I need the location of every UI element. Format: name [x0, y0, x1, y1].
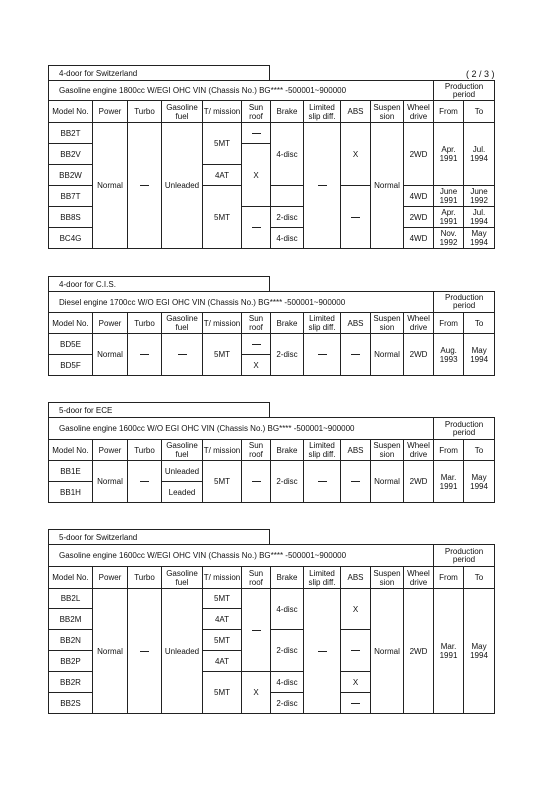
- transmission-cell: 5MT: [203, 672, 242, 714]
- dash-mark: [252, 630, 261, 631]
- dash-mark: [252, 227, 261, 228]
- dash-mark: [318, 354, 327, 355]
- transmission-cell: 5MT: [203, 461, 242, 503]
- abs-cell: [341, 461, 371, 503]
- col-wheel-drive: Wheel drive: [404, 440, 434, 461]
- col-limited-slip: Limited slip diff.: [304, 101, 341, 123]
- page-number: ( 2 / 3 ): [466, 69, 495, 79]
- model-cell: BB2R: [49, 672, 93, 693]
- col-fuel: Gasoline fuel: [162, 101, 203, 123]
- engine-spec: Gasoline engine 1600cc W/O EGI OHC VIN (Chassis No.) BG**** -500001~900000: [49, 418, 434, 440]
- power-cell: Normal: [93, 334, 128, 376]
- drive-cell: 2WD: [404, 461, 434, 503]
- to-cell: June 1992: [464, 186, 495, 207]
- col-turbo: Turbo: [128, 567, 162, 589]
- col-wheel-drive: Wheel drive: [404, 313, 434, 334]
- col-sun-roof: Sun roof: [242, 567, 271, 589]
- col-sun-roof: Sun roof: [242, 440, 271, 461]
- dash-mark: [351, 354, 360, 355]
- suspension-cell: Normal: [371, 589, 404, 714]
- abs-cell: [341, 630, 371, 672]
- col-to: To: [464, 567, 495, 589]
- brake-cell: [271, 186, 304, 207]
- sunroof-cell: X: [242, 144, 271, 207]
- production-period-header: Production period: [434, 418, 495, 440]
- col-brake: Brake: [271, 101, 304, 123]
- col-suspension: Suspen sion: [371, 313, 404, 334]
- dash-mark: [318, 481, 327, 482]
- drive-cell: 2WD: [404, 207, 434, 228]
- dash-mark: [252, 481, 261, 482]
- abs-cell: [341, 693, 371, 714]
- brake-cell: 2-disc: [271, 207, 304, 228]
- col-sun-roof: Sun roof: [242, 313, 271, 334]
- limited-slip-cell: [304, 334, 341, 376]
- col-abs: ABS: [341, 101, 371, 123]
- from-cell: Aug. 1993: [434, 334, 464, 376]
- to-cell: May 1994: [464, 589, 495, 714]
- dash-mark: [252, 344, 261, 345]
- col-wheel-drive: Wheel drive: [404, 101, 434, 123]
- suspension-cell: Normal: [371, 461, 404, 503]
- model-cell: BB2N: [49, 630, 93, 651]
- brake-cell: 4-disc: [271, 123, 304, 186]
- suspension-cell: Normal: [371, 123, 404, 249]
- model-cell: BB2T: [49, 123, 93, 144]
- fuel-cell: Unleaded: [162, 123, 203, 249]
- col-suspension: Suspen sion: [371, 101, 404, 123]
- brake-cell: 4-disc: [271, 589, 304, 630]
- transmission-cell: 4AT: [203, 651, 242, 672]
- production-period-header: Production period: [434, 545, 495, 567]
- model-cell: BB8S: [49, 207, 93, 228]
- production-period-header: Production period: [434, 81, 495, 101]
- model-cell: BB2M: [49, 609, 93, 630]
- from-cell: Mar. 1991: [434, 461, 464, 503]
- dash-mark: [140, 651, 149, 652]
- production-period-header: Production period: [434, 292, 495, 313]
- model-cell: BB2S: [49, 693, 93, 714]
- dash-mark: [318, 651, 327, 652]
- model-cell: BD5F: [49, 355, 93, 376]
- dash-mark: [351, 650, 360, 651]
- limited-slip-cell: [304, 123, 341, 249]
- drive-cell: 2WD: [404, 334, 434, 376]
- col-model-no: Model No.: [49, 440, 93, 461]
- col-limited-slip: Limited slip diff.: [304, 313, 341, 334]
- suspension-cell: Normal: [371, 334, 404, 376]
- col-turbo: Turbo: [128, 440, 162, 461]
- col-suspension: Suspen sion: [371, 440, 404, 461]
- col-to: To: [464, 440, 495, 461]
- model-cell: BB2W: [49, 165, 93, 186]
- limited-slip-cell: [304, 589, 341, 714]
- col-power: Power: [93, 567, 128, 589]
- drive-cell: 4WD: [404, 186, 434, 207]
- transmission-cell: 4AT: [203, 609, 242, 630]
- col-from: From: [434, 567, 464, 589]
- col-to: To: [464, 313, 495, 334]
- transmission-cell: 5MT: [203, 186, 242, 249]
- dash-mark: [351, 481, 360, 482]
- to-cell: May 1994: [464, 334, 495, 376]
- from-cell: June 1991: [434, 186, 464, 207]
- model-cell: BD5E: [49, 334, 93, 355]
- model-cell: BB2P: [49, 651, 93, 672]
- col-wheel-drive: Wheel drive: [404, 567, 434, 589]
- from-cell: Apr. 1991: [434, 207, 464, 228]
- to-cell: Jul. 1994: [464, 123, 495, 186]
- col-turbo: Turbo: [128, 101, 162, 123]
- dash-mark: [178, 354, 187, 355]
- col-from: From: [434, 101, 464, 123]
- from-cell: Nov. 1992: [434, 228, 464, 249]
- sunroof-cell: [242, 207, 271, 249]
- col-to: To: [464, 101, 495, 123]
- section-title: 4-door for C.I.S.: [48, 276, 270, 291]
- power-cell: Normal: [93, 123, 128, 249]
- to-cell: May 1994: [464, 461, 495, 503]
- col-model-no: Model No.: [49, 567, 93, 589]
- sunroof-cell: X: [242, 355, 271, 376]
- col-power: Power: [93, 440, 128, 461]
- turbo-cell: [128, 589, 162, 714]
- spec-table: [48, 291, 495, 376]
- engine-spec: Gasoline engine 1600cc W/EGI OHC VIN (Chassis No.) BG**** -500001~900000: [49, 545, 434, 567]
- from-cell: Apr. 1991: [434, 123, 464, 186]
- model-cell: BB2V: [49, 144, 93, 165]
- limited-slip-cell: [304, 461, 341, 503]
- transmission-cell: 5MT: [203, 123, 242, 165]
- model-cell: BC4G: [49, 228, 93, 249]
- col-fuel: Gasoline fuel: [162, 567, 203, 589]
- spec-table: [48, 417, 495, 503]
- to-cell: May 1994: [464, 228, 495, 249]
- dash-mark: [140, 481, 149, 482]
- model-cell: BB7T: [49, 186, 93, 207]
- sunroof-cell: [242, 334, 271, 355]
- col-abs: ABS: [341, 440, 371, 461]
- turbo-cell: [128, 123, 162, 249]
- col-limited-slip: Limited slip diff.: [304, 567, 341, 589]
- col-transmission: T/ mission: [203, 440, 242, 461]
- col-power: Power: [93, 313, 128, 334]
- fuel-cell: Unleaded: [162, 461, 203, 482]
- power-cell: Normal: [93, 461, 128, 503]
- abs-cell: [341, 186, 371, 249]
- col-turbo: Turbo: [128, 313, 162, 334]
- dash-mark: [318, 185, 327, 186]
- dash-mark: [140, 185, 149, 186]
- model-cell: BB2L: [49, 589, 93, 609]
- col-from: From: [434, 313, 464, 334]
- sunroof-cell: [242, 461, 271, 503]
- fuel-cell: Leaded: [162, 482, 203, 503]
- col-from: From: [434, 440, 464, 461]
- engine-spec: Gasoline engine 1800cc W/EGI OHC VIN (Chassis No.) BG**** -500001~900000: [49, 81, 434, 101]
- model-cell: BB1E: [49, 461, 93, 482]
- spec-table: [48, 80, 495, 249]
- col-fuel: Gasoline fuel: [162, 440, 203, 461]
- sunroof-cell: X: [242, 672, 271, 714]
- dash-mark: [140, 354, 149, 355]
- model-cell: BB1H: [49, 482, 93, 503]
- to-cell: Jul. 1994: [464, 207, 495, 228]
- col-transmission: T/ mission: [203, 313, 242, 334]
- transmission-cell: 5MT: [203, 334, 242, 376]
- col-power: Power: [93, 101, 128, 123]
- transmission-cell: 5MT: [203, 589, 242, 609]
- col-abs: ABS: [341, 313, 371, 334]
- col-suspension: Suspen sion: [371, 567, 404, 589]
- brake-cell: 4-disc: [271, 672, 304, 693]
- col-fuel: Gasoline fuel: [162, 313, 203, 334]
- brake-cell: 2-disc: [271, 693, 304, 714]
- sunroof-cell: [242, 589, 271, 672]
- abs-cell: X: [341, 589, 371, 630]
- col-abs: ABS: [341, 567, 371, 589]
- col-transmission: T/ mission: [203, 567, 242, 589]
- section-title: 5-door for Switzerland: [48, 529, 270, 544]
- fuel-cell: [162, 334, 203, 376]
- abs-cell: X: [341, 672, 371, 693]
- col-model-no: Model No.: [49, 313, 93, 334]
- col-brake: Brake: [271, 313, 304, 334]
- col-brake: Brake: [271, 567, 304, 589]
- section-title: 4-door for Switzerland: [48, 65, 270, 80]
- abs-cell: [341, 334, 371, 376]
- col-model-no: Model No.: [49, 101, 93, 123]
- turbo-cell: [128, 334, 162, 376]
- fuel-cell: Unleaded: [162, 589, 203, 714]
- abs-cell: X: [341, 123, 371, 186]
- col-brake: Brake: [271, 440, 304, 461]
- from-cell: Mar. 1991: [434, 589, 464, 714]
- power-cell: Normal: [93, 589, 128, 714]
- drive-cell: 2WD: [404, 589, 434, 714]
- brake-cell: 2-disc: [271, 461, 304, 503]
- dash-mark: [351, 217, 360, 218]
- transmission-cell: 5MT: [203, 630, 242, 651]
- brake-cell: 2-disc: [271, 630, 304, 672]
- spec-table: [48, 544, 495, 714]
- transmission-cell: 4AT: [203, 165, 242, 186]
- col-limited-slip: Limited slip diff.: [304, 440, 341, 461]
- brake-cell: 4-disc: [271, 228, 304, 249]
- turbo-cell: [128, 461, 162, 503]
- sunroof-cell: [242, 123, 271, 144]
- drive-cell: 4WD: [404, 228, 434, 249]
- col-transmission: T/ mission: [203, 101, 242, 123]
- drive-cell: 2WD: [404, 123, 434, 186]
- dash-mark: [351, 703, 360, 704]
- section-title: 5-door for ECE: [48, 402, 270, 417]
- col-sun-roof: Sun roof: [242, 101, 271, 123]
- engine-spec: Diesel engine 1700cc W/O EGI OHC VIN (Chassis No.) BG**** -500001~900000: [49, 292, 434, 313]
- brake-cell: 2-disc: [271, 334, 304, 376]
- dash-mark: [252, 133, 261, 134]
